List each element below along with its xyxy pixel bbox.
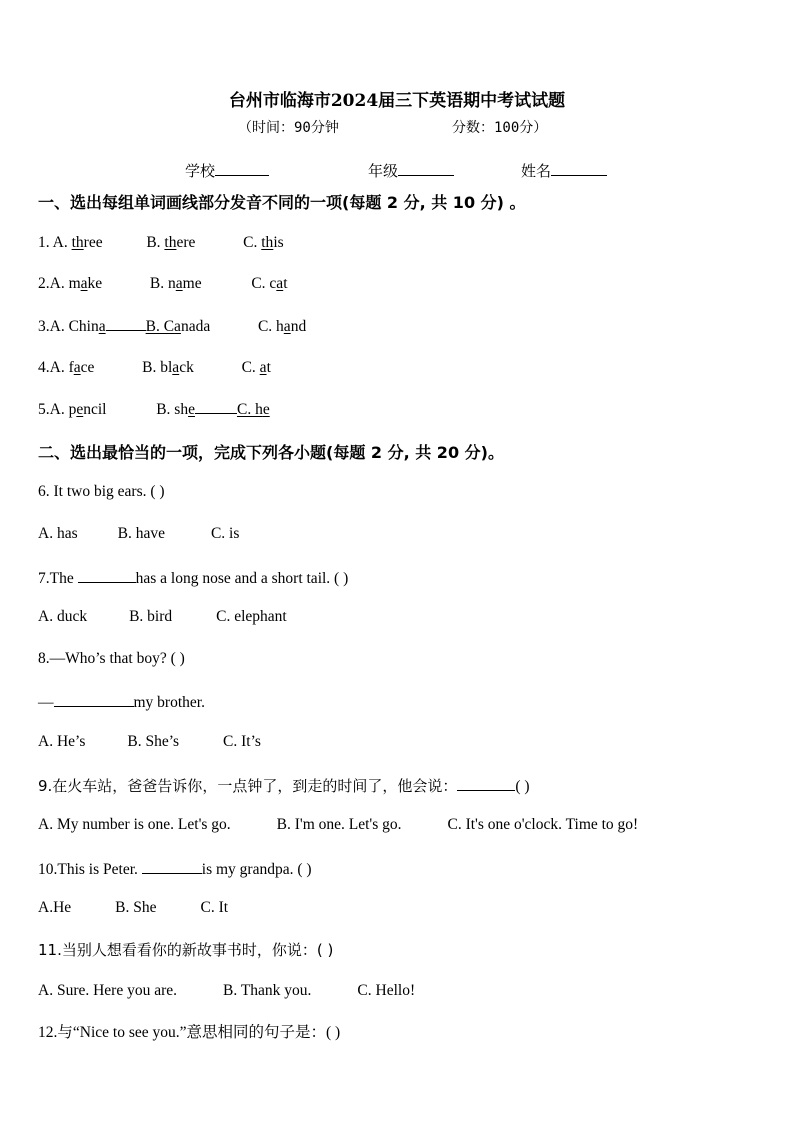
q6-option-a[interactable]: A. has — [38, 525, 78, 542]
q6-option-b[interactable]: B. have — [117, 525, 165, 542]
q4-c-underlined: a — [259, 359, 267, 376]
name-blank[interactable] — [551, 159, 607, 176]
q9-option-a[interactable]: A. My number is one. Let's go. — [38, 816, 231, 833]
question-7-options — [38, 607, 287, 627]
q2-c-rest: t — [283, 275, 288, 292]
q1-a-rest: ree — [83, 234, 103, 251]
question-8-reply — [38, 690, 205, 713]
q1-b-underlined: th — [164, 234, 177, 251]
q5-separator-line — [195, 399, 237, 414]
question-11-stem: 11.当别人想看看你的新故事书时，你说：( ) — [38, 941, 334, 959]
q1-c-rest: is — [273, 234, 284, 251]
q3-separator-line — [106, 316, 146, 331]
q9-option-c[interactable]: C. It's one o'clock. Time to go! — [447, 816, 639, 833]
question-6-stem: 6. It two big ears. ( ) — [38, 483, 165, 500]
q4-a-underlined: a — [73, 359, 81, 376]
q4-b-underlined: a — [172, 359, 180, 376]
school-label: 学校 — [185, 162, 216, 180]
question-4 — [38, 358, 271, 378]
q10-stem-start: 10.This is Peter. — [38, 861, 142, 878]
question-8-stem: 8.—Who’s that boy? ( ) — [38, 650, 185, 667]
exam-time: （时间：90分钟 — [238, 120, 339, 136]
q4-b-prefix: B. bl — [142, 359, 173, 376]
q7-option-a[interactable]: A. duck — [38, 608, 88, 625]
q2-b-underlined: a — [175, 275, 183, 292]
grade-blank[interactable] — [398, 159, 454, 176]
q7-stem-end: has a long nose and a short tail. ( ) — [135, 570, 349, 587]
q3-a-underlined: a — [98, 318, 106, 335]
q9-option-b[interactable]: B. I'm one. Let's go. — [276, 816, 402, 833]
question-10-stem — [38, 857, 312, 880]
exam-title: 台州市临海市2024届三下英语期中考试试题 — [228, 91, 566, 111]
q10-option-a[interactable]: A.He — [38, 899, 72, 916]
q2-a-rest: ke — [87, 275, 103, 292]
q8-option-a[interactable]: A. He’s — [38, 733, 86, 750]
q4-a-rest: ce — [80, 359, 95, 376]
q3-b-underlined: a — [174, 318, 181, 335]
q7-answer-blank[interactable] — [78, 566, 136, 583]
q7-option-b[interactable]: B. bird — [129, 608, 173, 625]
q1-c-prefix: C. — [243, 234, 262, 251]
question-9-options — [38, 815, 638, 835]
q2-b-prefix: B. n — [149, 275, 176, 292]
q3-b-prefix: B. C — [145, 318, 175, 335]
q1-b-prefix: B. — [146, 234, 165, 251]
q2-c-prefix: C. c — [251, 275, 277, 292]
question-9-stem — [38, 774, 530, 797]
grade-label: 年级 — [368, 162, 399, 180]
q3-c-underlined: a — [283, 318, 291, 335]
q4-a-prefix: 4.A. f — [38, 359, 74, 376]
q7-option-c[interactable]: C. elephant — [216, 608, 287, 625]
section2-title: 二、选出最恰当的一项，完成下列各小题(每题 2 分, 共 20 分)。 — [38, 443, 504, 462]
question-8-options — [38, 732, 261, 752]
q4-b-rest: ck — [179, 359, 194, 376]
grade-field[interactable] — [368, 159, 454, 181]
name-field[interactable] — [521, 159, 607, 181]
q8-option-b[interactable]: B. She’s — [127, 733, 180, 750]
question-7-stem — [38, 566, 348, 589]
question-3 — [38, 316, 306, 337]
q10-stem-end: is my grandpa. ( ) — [201, 861, 312, 878]
q2-a-underlined: a — [80, 275, 88, 292]
q5-a-rest: ncil — [83, 401, 107, 418]
question-10-options — [38, 898, 228, 918]
school-blank[interactable] — [215, 159, 269, 176]
q9-stem-start: 9.在火车站，爸爸告诉你，一点钟了，到走的时间了，他会说： — [38, 777, 458, 795]
question-12-stem: 12.与“Nice to see you.”意思相同的句子是：( ) — [38, 1024, 341, 1041]
q3-b-rest: nada — [180, 318, 211, 335]
q5-c-prefix: C. h — [236, 401, 263, 418]
q8-answer-blank[interactable] — [54, 690, 134, 707]
q9-answer-blank[interactable] — [457, 774, 515, 791]
q5-b-underlined: e — [188, 401, 195, 418]
exam-score: 分数：100分） — [452, 120, 548, 136]
q10-option-c[interactable]: C. It — [200, 899, 229, 916]
q8-dash: — — [38, 694, 54, 711]
q1-a-underlined: th — [71, 234, 84, 251]
q9-stem-end: ( ) — [515, 778, 530, 795]
q3-a-prefix: 3.A. Chin — [38, 318, 99, 335]
q4-c-rest: t — [266, 359, 271, 376]
q3-c-rest: nd — [290, 318, 307, 335]
q5-a-prefix: 5.A. p — [38, 401, 77, 418]
q3-c-prefix: C. h — [257, 318, 284, 335]
q11-option-b[interactable]: B. Thank you. — [223, 982, 312, 999]
q2-b-rest: me — [182, 275, 202, 292]
school-field[interactable] — [185, 159, 269, 181]
q2-a-prefix: 2.A. m — [38, 275, 81, 292]
q2-c-underlined: a — [276, 275, 284, 292]
q5-c-underlined: e — [262, 401, 270, 418]
q5-b-prefix: B. sh — [156, 401, 189, 418]
q11-option-a[interactable]: A. Sure. Here you are. — [38, 982, 178, 999]
q8-reply-end: my brother. — [133, 694, 205, 711]
name-label: 姓名 — [521, 162, 552, 180]
question-11-options — [38, 981, 415, 1001]
q8-option-c[interactable]: C. It’s — [223, 733, 261, 750]
q10-answer-blank[interactable] — [142, 857, 202, 874]
q11-option-c[interactable]: C. Hello! — [357, 982, 416, 999]
q6-option-c[interactable]: C. is — [210, 525, 240, 542]
question-6-options — [38, 524, 239, 544]
q10-option-b[interactable]: B. She — [115, 899, 157, 916]
q7-stem-start: 7.The — [38, 570, 78, 587]
q1-b-rest: ere — [176, 234, 196, 251]
q4-c-prefix: C. — [241, 359, 260, 376]
section1-title: 一、选出每组单词画线部分发音不同的一项(每题 2 分, 共 10 分) 。 — [38, 193, 526, 212]
q5-a-underlined: e — [76, 401, 84, 418]
q1-a-prefix: 1. A. — [38, 234, 72, 251]
q1-c-underlined: th — [261, 234, 274, 251]
question-2 — [38, 274, 288, 294]
question-1 — [38, 233, 284, 253]
question-5 — [38, 399, 270, 420]
